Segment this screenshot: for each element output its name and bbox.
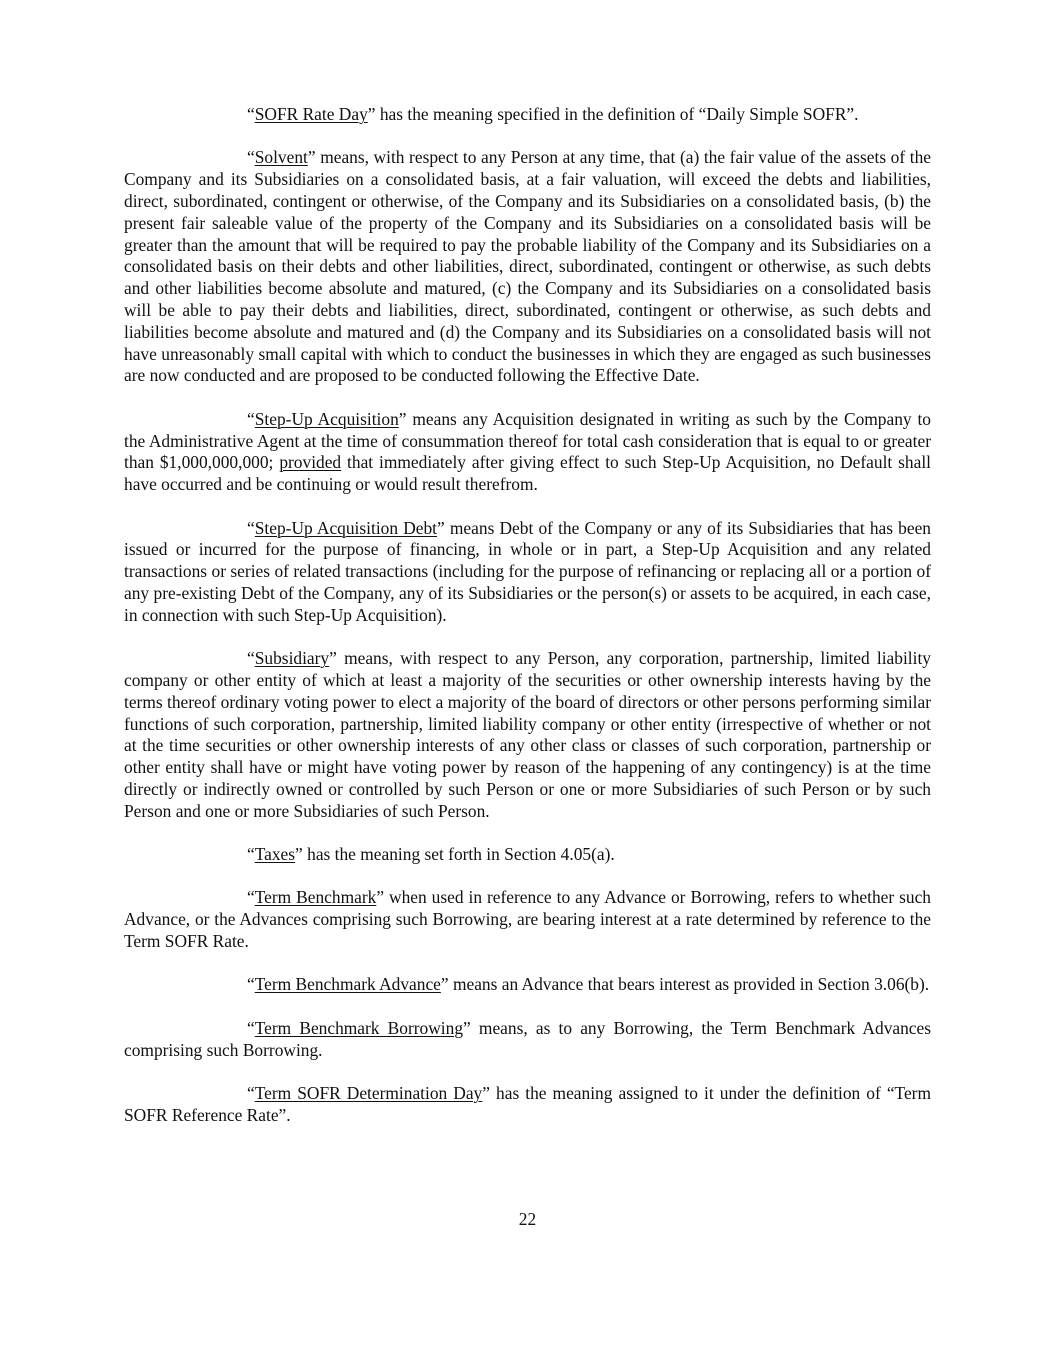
proviso-term: provided (279, 452, 342, 473)
page-number: 22 (518, 1209, 537, 1229)
definition-text: has the meaning assigned to it under the definition of “Term SOFR Reference Rate”. (124, 1083, 931, 1125)
definition-text: means, with respect to any Person at any time, that (a) the fair value of the assets of the Company and its Subsidiaries on a consolidated basis, at a fair valuation, will exceed the debts and liabilities, direct, subordinated, contingent or otherwise, of the Company and its Subsidiaries on a consolidated basis, (b) the present fair saleable value of the property of the Company and its Subsidiaries on a consolidated basis will be greater than the amount that will be required to pay the probable liability of the Company and its Subsidiaries on a consolidated basis on their debts and other liabilities, direct, subordinated, contingent or otherwise, as such debts and other liabilities become absolute and matured, (c) the Company and its Subsidiaries on a consolidated basis will be able to pay their debts and liabilities, direct, subordinated, contingent or otherwise, as such debts and liabilities become absolute and matured and (d) the Company and its Subsidiaries on a consolidated basis will not have unreasonably small capital with which to conduct the businesses in which they are engaged as such businesses are now conducted and are proposed to be conducted following the Effective Date. (124, 147, 931, 386)
definition-sofr-rate-day: “SOFR Rate Day” has the meaning specified in the definition of “Daily Simple SOFR”. (247, 104, 859, 124)
definition-term-benchmark-borrowing: “Term Benchmark Borrowing” means, as to any Borrowing, the Term Benchmark Advances comprising such Borrowing. (124, 1017, 932, 1060)
definition-text: means any Acquisition designated in writing as such by the Company to the Administrative Agent at the time of consummation thereof for total cash consideration that is equal to or greater than $1,000,000,000; (124, 408, 931, 473)
defined-term: Step-Up Acquisition (254, 408, 399, 429)
definition-text: means, with respect to any Person, any corporation, partnership, limited liability company or other entity of which at least a majority of the securities or other ownership interests having by the terms thereof ordinary voting power to elect a majority of the board of directors or other persons performing similar functions of such corporation, partnership, limited liability company or other entity (irrespective of whether or not at the time securities or other ownership interests of any other class or classes of such corporation, partnership or other entity shall have or might have voting power by reason of the happening of any contingency) is at the time directly or indirectly owned or controlled by such Person or one or more Subsidiaries of such Person or by such Person and one or more Subsidiaries of such Person. (124, 648, 931, 821)
definition-text: that immediately after giving effect to such Step-Up Acquisition, no Default shall have occurred and be continuing or would result therefrom. (124, 452, 931, 495)
defined-term: Step-Up Acquisition Debt (254, 517, 438, 538)
definition-text: has the meaning set forth in Section 4.05(a). (302, 844, 615, 865)
definition-text: means, as to any Borrowing, the Term Benchmark Advances comprising such Borrowing. (124, 1017, 932, 1060)
defined-term: Subsidiary (254, 648, 330, 669)
definition-taxes: “Taxes” has the meaning set forth in Section 4.05(a). (247, 844, 615, 865)
definition-text: when used in reference to any Advance or Borrowing, refers to whether such Advance, or the Advances comprising such Borrowing, are bearing interest at a rate determined by reference to the Term SOFR Rate. (124, 887, 931, 952)
definition-subsidiary: “Subsidiary” means, with respect to any Person, any corporation, partnership, limited liability company or other entity of which at least a majority of the securities or other ownership interests having by the terms thereof ordinary voting power to elect a majority of the board of directors or other persons performing similar functions of such corporation, partnership, limited liability company or other entity (irrespective of whether or not at the time securities or other ownership interests of any other class or classes of such corporation, partnership or other entity shall have or might have voting power by reason of the happening of any contingency) is at the time directly or indirectly owned or controlled by such Person or one or more Subsidiaries of such Person or by such Person and one or more Subsidiaries of such Person. (124, 648, 931, 821)
definition-step-up-acquisition-debt: “Step-Up Acquisition Debt” means Debt of the Company or any of its Subsidiaries that has been issued or incurred for the purpose of financing, in whole or in part, a Step-Up Acquisition and any related transactions or series of related transactions (including for the purpose of refinancing or replacing all or a portion of any pre-existing Debt of the Company, any of its Subsidiaries or the person(s) or assets to be acquired, in each case, in connection with such Step-Up Acquisition). (124, 517, 931, 625)
definition-text: has the meaning specified in the definition of “Daily Simple SOFR”. (375, 104, 859, 124)
document-body (124, 104, 931, 1127)
definition-term-benchmark-advance: “Term Benchmark Advance” means an Advance that bears interest as provided in Section 3.06(b). (247, 974, 930, 995)
defined-term: SOFR Rate Day (254, 104, 368, 124)
defined-term: Term Benchmark (254, 887, 377, 908)
definition-step-up-acquisition: “Step-Up Acquisition” means any Acquisition designated in writing as such by the Company to the Administrative Agent at the time of consummation thereof for total cash consideration that is equal to or greater than $1,000,000,000; provided that immediately after giving effect to such Step-Up Acquisition, no Default shall have occurred and be continuing or would result therefrom. (124, 408, 931, 495)
definition-text: means an Advance that bears interest as provided in Section 3.06(b). (448, 974, 930, 995)
defined-term: Solvent (254, 147, 308, 168)
defined-term: Term Benchmark Advance (254, 974, 441, 995)
defined-term: Term Benchmark Borrowing (254, 1017, 464, 1038)
definition-term-benchmark: “Term Benchmark” when used in reference to any Advance or Borrowing, refers to whether such Advance, or the Advances comprising such Borrowing, are bearing interest at a rate determined by reference to the Term SOFR Rate. (124, 887, 931, 952)
definition-term-sofr-determination-day: “Term SOFR Determination Day” has the meaning assigned to it under the definition of “Term SOFR Reference Rate”. (124, 1083, 931, 1125)
definition-solvent: “Solvent” means, with respect to any Person at any time, that (a) the fair value of the assets of the Company and its Subsidiaries on a consolidated basis, at a fair valuation, will exceed the debts and liabilities, direct, subordinated, contingent or otherwise, of the Company and its Subsidiaries on a consolidated basis, (b) the present fair saleable value of the property of the Company and its Subsidiaries on a consolidated basis will be greater than the amount that will be required to pay the probable liability of the Company and its Subsidiaries on a consolidated basis on their debts and other liabilities, direct, subordinated, contingent or otherwise, as such debts and other liabilities become absolute and matured, (c) the Company and its Subsidiaries on a consolidated basis will be able to pay their debts and liabilities, direct, subordinated, contingent or otherwise, as such debts and liabilities become absolute and matured and (d) the Company and its Subsidiaries on a consolidated basis will not have unreasonably small capital with which to conduct the businesses in which they are engaged as such businesses are now conducted and are proposed to be conducted following the Effective Date. (124, 147, 931, 386)
defined-term: Taxes (254, 844, 296, 865)
defined-term: Term SOFR Determination Day (254, 1083, 483, 1104)
definition-text: means Debt of the Company or any of its Subsidiaries that has been issued or incurred for the purpose of financing, in whole or in part, a Step-Up Acquisition and any related transactions or series of related transactions (including for the purpose of refinancing or replacing all or a portion of any pre-existing Debt of the Company, any of its Subsidiaries or the person(s) or assets to be acquired, in each case, in connection with such Step-Up Acquisition). (124, 517, 931, 625)
